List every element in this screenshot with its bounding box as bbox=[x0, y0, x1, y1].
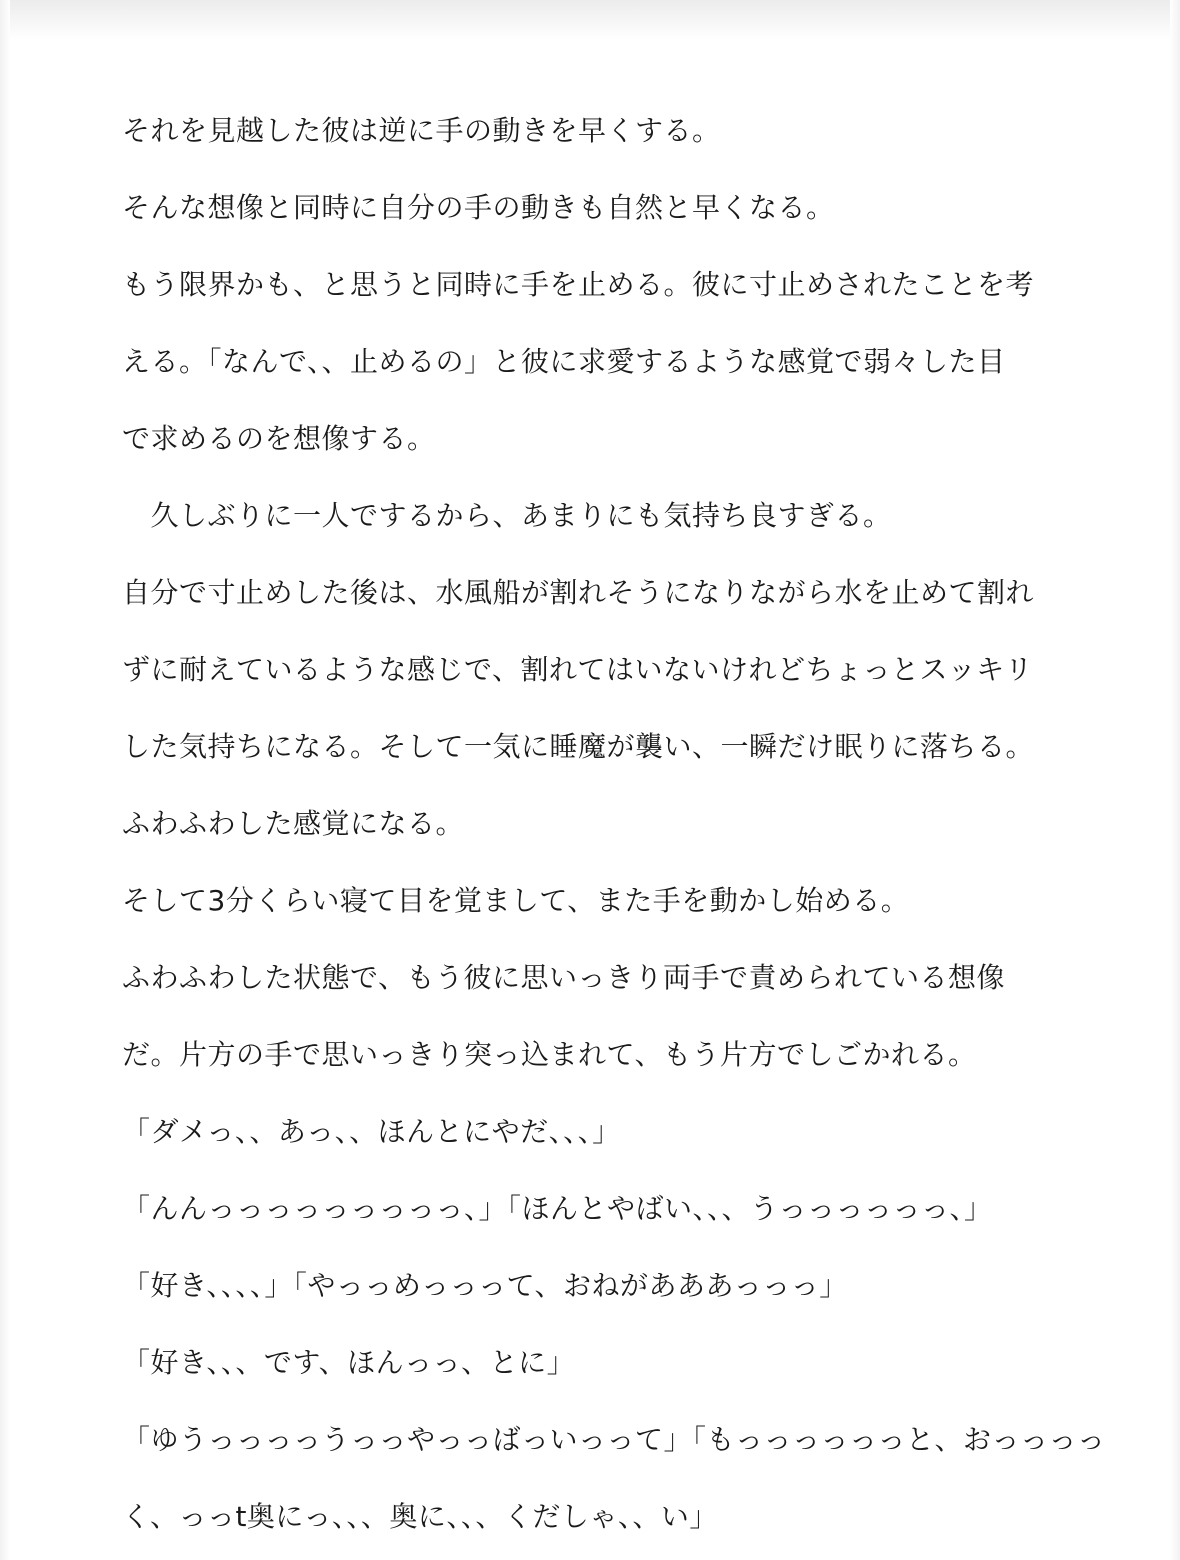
text-line: ずに耐えているような感じで、割れてはいないけれどちょっとスッキリ bbox=[122, 653, 1034, 686]
right-edge bbox=[1170, 0, 1180, 1560]
text-line: で求めるのを想像する。 bbox=[122, 422, 436, 455]
text-line: 久しぶりに一人でするから、あまりにも気持ち良すぎる。 bbox=[122, 499, 892, 532]
text-line: 自分で寸止めした後は、水風船が割れそうになりながら水を止めて割れ bbox=[122, 576, 1035, 609]
text-line: それを見越した彼は逆に手の動きを早くする。 bbox=[122, 114, 721, 147]
text-line: ふわふわした状態で、もう彼に思いっきり両手で責められている想像 bbox=[122, 961, 1005, 994]
document-body bbox=[122, 114, 1122, 1555]
text-line: 「ダメっ、、あっ、、ほんとにやだ、、、」 bbox=[122, 1115, 621, 1148]
left-edge bbox=[0, 0, 10, 1560]
text-line: 「ゆうっっっっうっっやっっばっいっって」「もっっっっっっと、おっっっっ bbox=[122, 1423, 1106, 1456]
text-line: 「好き、、、です、ほんっっ、とに」 bbox=[122, 1346, 576, 1379]
text-line: える。「なんで、、止めるの」と彼に求愛するような感覚で弱々した目 bbox=[122, 345, 1006, 378]
top-shadow bbox=[0, 0, 1180, 40]
text-line: ふわふわした感覚になる。 bbox=[122, 807, 465, 840]
text-line: もう限界かも、と思うと同時に手を止める。彼に寸止めされたことを考 bbox=[122, 268, 1035, 301]
text-line: く、っっt奥にっ、、、奥に、、、くだしゃ、、い」 bbox=[122, 1500, 718, 1533]
text-line: した気持ちになる。そして一気に睡魔が襲い、一瞬だけ眠りに落ちる。 bbox=[122, 730, 1035, 763]
text-line: そんな想像と同時に自分の手の動きも自然と早くなる。 bbox=[122, 191, 835, 224]
text-line: 「んんっっっっっっっっっ、」「ほんとやばい、、、うっっっっっっ、」 bbox=[122, 1192, 993, 1225]
text-line: だ。片方の手で思いっきり突っ込まれて、もう片方でしごかれる。 bbox=[122, 1038, 977, 1071]
text-line: そして3分くらい寝て目を覚まして、また手を動かし始める。 bbox=[122, 884, 910, 917]
text-line: 「好き、、、、」「やっっめっっって、おねがあああっっっ」 bbox=[122, 1269, 848, 1302]
